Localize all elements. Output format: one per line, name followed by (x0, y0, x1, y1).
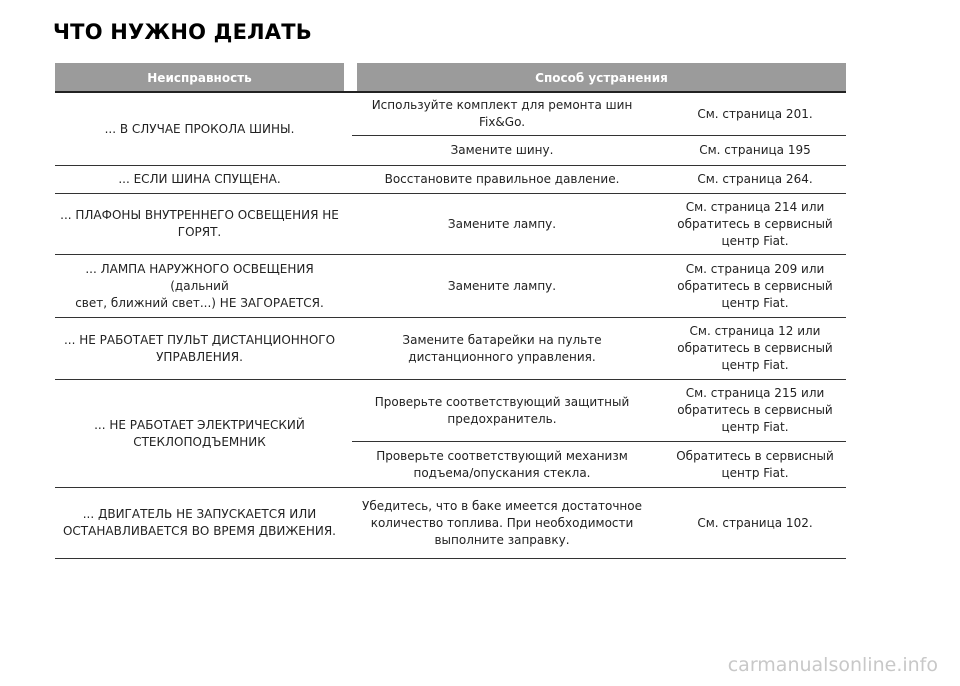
fault-cell: ... ЛАМПА НАРУЖНОГО ОСВЕЩЕНИЯ (дальний свет, ближний свет...) НЕ ЗАГОРАЕТСЯ. (75, 261, 324, 310)
remedy-reference: См. страница 195 (699, 143, 811, 157)
watermark: carmanualsonline.info (727, 654, 938, 676)
remedy-action: Проверьте соответствующий защитный предохранитель. (374, 394, 630, 426)
remedy-reference: Обратитесь в сервисный центр Fiat. (676, 448, 834, 480)
page-title: ЧТО НУЖНО ДЕЛАТЬ (53, 20, 312, 44)
column-header-fault: Неисправность (55, 63, 344, 92)
fault-cell: ... ЕСЛИ ШИНА СПУЩЕНА. (118, 172, 281, 186)
remedy-reference: См. страница 201. (697, 106, 813, 121)
table-bottom-border (55, 558, 846, 559)
remedy-reference: См. страница 102. (697, 515, 813, 530)
column-header-remedy: Способ устранения (357, 63, 846, 92)
remedy-action: Замените шину. (450, 143, 554, 157)
fault-cell: ... ПЛАФОНЫ ВНУТРЕННЕГО ОСВЕЩЕНИЯ НЕ ГОРЯТ. (60, 208, 339, 239)
remedy-action: Используйте комплект для ремонта шин Fix&Go. (371, 98, 633, 129)
fault-cell: ... НЕ РАБОТАЕТ ЭЛЕКТРИЧЕСКИЙ СТЕКЛОПОДЪЕМНИК (94, 417, 305, 449)
fault-cell: ... НЕ РАБОТАЕТ ПУЛЬТ ДИСТАНЦИОННОГО УПРАВЛЕНИЯ. (63, 332, 336, 364)
remedy-action: Замените батарейки на пульте дистанционного управления. (402, 332, 602, 364)
remedy-reference: См. страница 214 или обратитесь в сервисный центр Fiat. (677, 199, 833, 248)
remedy-action: Замените лампу. (447, 278, 557, 293)
fault-cell: ... ДВИГАТЕЛЬ НЕ ЗАПУСКАЕТСЯ ИЛИ ОСТАНАВЛИВАЕТСЯ ВО ВРЕМЯ ДВИЖЕНИЯ. (62, 507, 336, 538)
remedy-reference: См. страница 264. (697, 172, 813, 186)
remedy-reference: См. страница 12 или обратитесь в сервисный центр Fiat. (677, 324, 833, 372)
fault-cell: ... В СЛУЧАЕ ПРОКОЛА ШИНЫ. (104, 121, 295, 136)
remedy-action: Замените лампу. (447, 216, 557, 231)
remedy-action: Проверьте соответствующий механизм подъема/опускания стекла. (376, 448, 628, 480)
remedy-reference: См. страница 215 или обратитесь в сервисный центр Fiat. (677, 386, 833, 434)
remedy-action: Восстановите правильное давление. (384, 172, 620, 186)
remedy-reference: См. страница 209 или обратитесь в сервисный центр Fiat. (677, 261, 833, 310)
remedy-action: Убедитесь, что в баке имеется достаточное количество топлива. При необходимости выполните заправку. (362, 498, 642, 547)
